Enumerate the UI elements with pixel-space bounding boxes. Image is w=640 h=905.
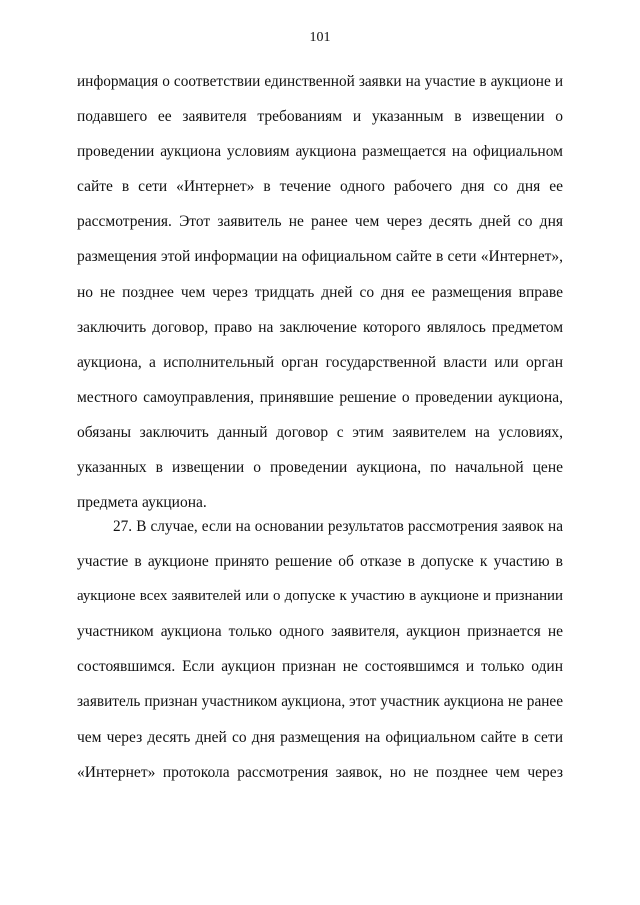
text-line: 27. В случае, если на основании результатов рассмотрения заявок на [113,518,563,535]
text-line: заявитель признан участником аукциона, этот участник аукциона не ранее [77,693,563,711]
text-line: местного самоуправления, принявшие решение о проведении аукциона, [77,388,563,406]
text-line: информация о соответствии единственной заявки на участие в аукционе и [77,73,563,90]
text-line: состоявшимся. Если аукцион признан не состоявшимся и только один [77,658,563,676]
paragraph-continuation [77,64,563,520]
paragraph-clause-27 [77,509,563,790]
text-line: указанных в извещении о проведении аукциона, по начальной цене [77,459,563,477]
page-number: 101 [309,30,331,45]
text-line: обязаны заключить данный договор с этим заявителем на условиях, [77,423,563,441]
text-line: чем через десять дней со дня размещения на официальном сайте в сети [77,728,563,746]
text-line: проведении аукциона условиям аукциона размещается на официальном [77,143,563,161]
text-line: рассмотрения. Этот заявитель не ранее чем через десять дней со дня [77,213,563,231]
text-line: подавшего ее заявителя требованиям и указанным в извещении о [77,108,563,126]
text-line: участником аукциона только одного заявителя, аукцион признается не [77,623,563,641]
text-line: сайте в сети «Интернет» в течение одного рабочего дня со дня ее [77,178,563,196]
text-line: размещения этой информации на официальном сайте в сети «Интернет», [77,248,563,266]
text-line: предмета аукциона. [77,494,207,512]
text-line: заключить договор, право на заключение которого являлось предметом [77,318,563,336]
text-line: «Интернет» протокола рассмотрения заявок, но не позднее чем через [77,763,563,781]
text-line: но не позднее чем через тридцать дней со дня ее размещения вправе [77,283,563,301]
text-line: участие в аукционе принято решение об отказе в допуске к участию в [77,553,563,571]
text-line: аукциона, а исполнительный орган государственной власти или орган [77,353,563,371]
text-line: аукционе всех заявителей или о допуске к участию в аукционе и признании [77,588,563,605]
